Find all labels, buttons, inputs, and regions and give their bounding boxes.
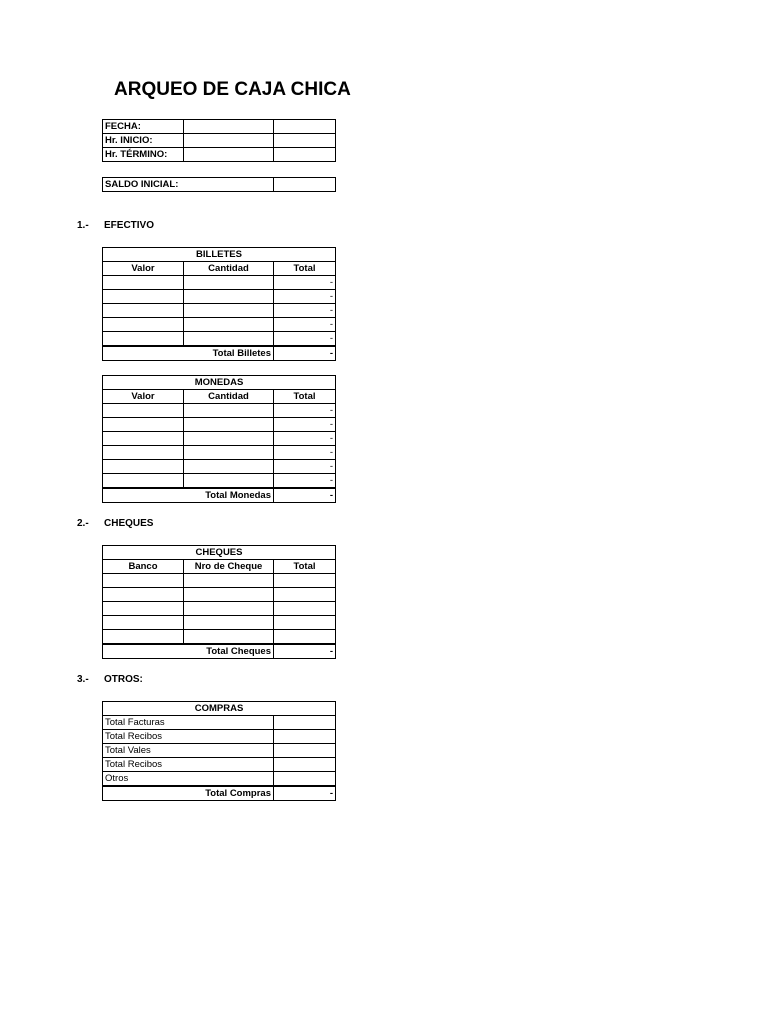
table-row (103, 276, 336, 290)
column-header-total: Total (274, 560, 336, 574)
page-title: ARQUEO DE CAJA CHICA (114, 79, 351, 100)
section-otros-number: 3.- (77, 674, 89, 685)
banco-cell[interactable] (103, 588, 184, 602)
fecha-value-cell[interactable] (184, 120, 274, 134)
cantidad-cell[interactable] (184, 460, 274, 474)
total-cell: - (274, 318, 336, 332)
table-row (103, 418, 336, 432)
cantidad-cell[interactable] (184, 404, 274, 418)
saldo-inicial-value-cell[interactable] (274, 178, 336, 192)
hora-termino-row (103, 148, 336, 162)
monedas-title: MONEDAS (103, 376, 336, 390)
fecha-extra-cell[interactable] (274, 120, 336, 134)
banco-cell[interactable] (103, 602, 184, 616)
valor-cell[interactable] (103, 432, 184, 446)
table-row (103, 446, 336, 460)
banco-cell[interactable] (103, 630, 184, 645)
valor-cell[interactable] (103, 418, 184, 432)
cantidad-cell[interactable] (184, 290, 274, 304)
table-row (103, 332, 336, 347)
table-row (103, 460, 336, 474)
total-cell[interactable] (274, 630, 336, 645)
billetes-title: BILLETES (103, 248, 336, 262)
table-row (103, 318, 336, 332)
total-cell: - (274, 446, 336, 460)
table-row (103, 404, 336, 418)
table-row (103, 474, 336, 489)
compras-value-cell[interactable] (274, 744, 336, 758)
valor-cell[interactable] (103, 318, 184, 332)
column-header-total: Total (274, 262, 336, 276)
table-row (103, 730, 336, 744)
section-efectivo-label: EFECTIVO (104, 220, 155, 231)
monedas-table (102, 375, 336, 503)
compras-value-cell[interactable] (274, 716, 336, 730)
compras-value-cell[interactable] (274, 772, 336, 787)
section-cheques-number: 2.- (77, 518, 89, 529)
table-row (103, 772, 336, 787)
column-header-cantidad: Cantidad (184, 390, 274, 404)
nro-cheque-cell[interactable] (184, 602, 274, 616)
header-info-table (102, 119, 336, 162)
compras-row-label: Total Recibos (103, 730, 274, 744)
hora-termino-value-cell[interactable] (184, 148, 274, 162)
valor-cell[interactable] (103, 276, 184, 290)
cheques-table (102, 545, 336, 659)
hora-termino-label: Hr. TÉRMINO: (103, 148, 184, 162)
fecha-row (103, 120, 336, 134)
compras-row-label: Total Recibos (103, 758, 274, 772)
total-cell[interactable] (274, 588, 336, 602)
billetes-total-row (103, 346, 336, 361)
saldo-inicial-label: SALDO INICIAL: (103, 178, 274, 192)
saldo-inicial-table (102, 177, 336, 192)
total-cell: - (274, 432, 336, 446)
total-billetes-value: - (274, 346, 336, 361)
total-billetes-label: Total Billetes (103, 346, 274, 361)
cantidad-cell[interactable] (184, 418, 274, 432)
billetes-table (102, 247, 336, 361)
total-cell[interactable] (274, 574, 336, 588)
valor-cell[interactable] (103, 460, 184, 474)
valor-cell[interactable] (103, 290, 184, 304)
column-header-valor: Valor (103, 262, 184, 276)
column-header-valor: Valor (103, 390, 184, 404)
compras-row-label: Total Vales (103, 744, 274, 758)
table-row (103, 616, 336, 630)
section-cheques-label: CHEQUES (104, 518, 154, 529)
total-cell: - (274, 404, 336, 418)
billetes-header-row (103, 262, 336, 276)
compras-total-row (103, 786, 336, 801)
table-row (103, 588, 336, 602)
valor-cell[interactable] (103, 304, 184, 318)
cantidad-cell[interactable] (184, 304, 274, 318)
hora-termino-extra-cell[interactable] (274, 148, 336, 162)
column-header-cantidad: Cantidad (184, 262, 274, 276)
compras-title: COMPRAS (103, 702, 336, 716)
compras-table (102, 701, 336, 801)
total-cell[interactable] (274, 602, 336, 616)
total-cheques-label: Total Cheques (103, 644, 274, 659)
total-cell: - (274, 474, 336, 489)
cantidad-cell[interactable] (184, 446, 274, 460)
nro-cheque-cell[interactable] (184, 630, 274, 645)
total-cell: - (274, 460, 336, 474)
cheques-header-row (103, 560, 336, 574)
cheques-title: CHEQUES (103, 546, 336, 560)
total-cell: - (274, 418, 336, 432)
table-row (103, 630, 336, 645)
table-row (103, 304, 336, 318)
total-cell: - (274, 304, 336, 318)
total-cheques-value: - (274, 644, 336, 659)
cantidad-cell[interactable] (184, 318, 274, 332)
table-row (103, 574, 336, 588)
compras-row-label: Otros (103, 772, 274, 787)
column-header-total: Total (274, 390, 336, 404)
total-monedas-label: Total Monedas (103, 488, 274, 503)
banco-cell[interactable] (103, 574, 184, 588)
table-row (103, 744, 336, 758)
section-efectivo-number: 1.- (77, 220, 89, 231)
valor-cell[interactable] (103, 332, 184, 347)
compras-value-cell[interactable] (274, 758, 336, 772)
table-row (103, 716, 336, 730)
total-monedas-value: - (274, 488, 336, 503)
total-compras-label: Total Compras (103, 786, 274, 801)
column-header-nro-cheque: Nro de Cheque (184, 560, 274, 574)
total-cell: - (274, 332, 336, 347)
nro-cheque-cell[interactable] (184, 574, 274, 588)
cantidad-cell[interactable] (184, 432, 274, 446)
monedas-total-row (103, 488, 336, 503)
cantidad-cell[interactable] (184, 276, 274, 290)
total-cell: - (274, 276, 336, 290)
column-header-banco: Banco (103, 560, 184, 574)
section-otros-label: OTROS: (104, 674, 143, 685)
cantidad-cell[interactable] (184, 332, 274, 347)
valor-cell[interactable] (103, 474, 184, 489)
banco-cell[interactable] (103, 616, 184, 630)
table-row (103, 432, 336, 446)
valor-cell[interactable] (103, 446, 184, 460)
cheques-total-row (103, 644, 336, 659)
hora-inicio-value-cell[interactable] (184, 134, 274, 148)
table-row (103, 290, 336, 304)
hora-inicio-extra-cell[interactable] (274, 134, 336, 148)
fecha-label: FECHA: (103, 120, 184, 134)
nro-cheque-cell[interactable] (184, 616, 274, 630)
monedas-header-row (103, 390, 336, 404)
hora-inicio-row (103, 134, 336, 148)
compras-value-cell[interactable] (274, 730, 336, 744)
valor-cell[interactable] (103, 404, 184, 418)
table-row (103, 758, 336, 772)
nro-cheque-cell[interactable] (184, 588, 274, 602)
compras-row-label: Total Facturas (103, 716, 274, 730)
total-compras-value: - (274, 786, 336, 801)
total-cell[interactable] (274, 616, 336, 630)
table-row (103, 602, 336, 616)
hora-inicio-label: Hr. INICIO: (103, 134, 184, 148)
total-cell: - (274, 290, 336, 304)
cantidad-cell[interactable] (184, 474, 274, 489)
